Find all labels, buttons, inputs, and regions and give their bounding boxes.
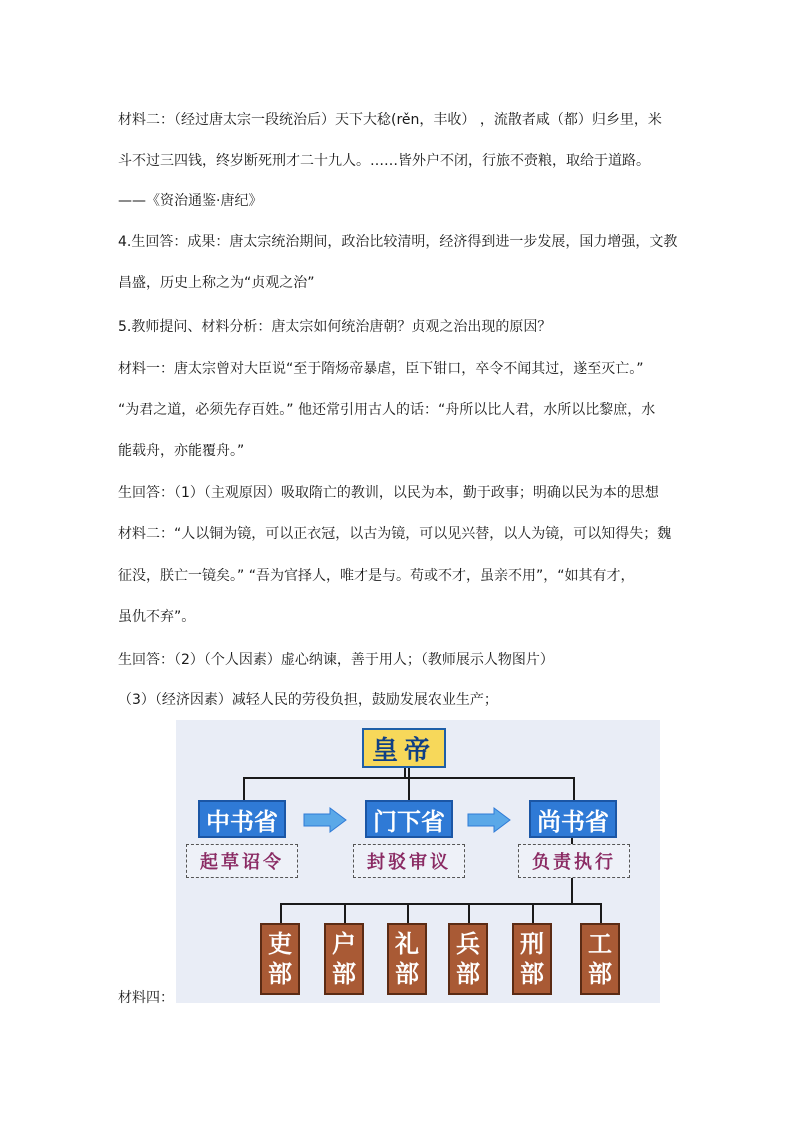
text-line: 材料一：唐太宗曾对大臣说“至于隋炀帝暴虐，臣下钳口，卒令不闻其过，遂至灭亡。” xyxy=(118,361,644,377)
text-line: 虽仇不弃”。 xyxy=(118,609,196,625)
right-arrow-icon xyxy=(466,806,512,834)
question-line: 5.教师提问、材料分析：唐太宗如何统治唐朝？贞观之治出现的原因？ xyxy=(118,319,552,335)
text-line: “为君之道，必须先存百姓。” 他还常引用古人的话：“舟所以比人君，水所以比黎庶，水 xyxy=(118,402,656,418)
ministry-revenue-box: 户 部 xyxy=(324,923,364,995)
ministry-works-box: 工 部 xyxy=(580,923,620,995)
text-line: 4.生回答：成果：唐太宗统治期间，政治比较清明，经济得到进一步发展，国力增强，文教 xyxy=(118,234,678,250)
answer-line: 生回答：（2）（个人因素）虚心纳谏，善于用人；（教师展示人物图片） xyxy=(118,652,554,668)
right-arrow-icon xyxy=(302,806,348,834)
zhongshu-role-label: 起草诏令 xyxy=(186,844,298,878)
text-line: 能载舟，亦能覆舟。” xyxy=(118,443,245,459)
text-line: 昌盛，历史上称之为“贞观之治” xyxy=(118,275,315,291)
text-line: 征没，朕亡一镜矣。” “吾为官择人，唯才是与。苟或不才，虽亲不用”，“如其有才， xyxy=(118,568,635,584)
source-line: ——《资治通鉴·唐纪》 xyxy=(118,193,263,209)
ministry-personnel-box: 吏 部 xyxy=(260,923,300,995)
shangshu-role-label: 负责执行 xyxy=(518,844,630,878)
text-line: 材料二：“人以铜为镜，可以正衣冠，以古为镜，可以见兴替，以人为镜，可以知得失；魏 xyxy=(118,526,672,542)
material4-label: 材料四： xyxy=(118,990,174,1006)
text-line: 材料二：（经过唐太宗一段统治后）天下大稔(rěn，丰收） ，流散者咸（都）归乡里，米 xyxy=(118,112,662,128)
answer-line: （3）（经济因素）减轻人民的劳役负担，鼓励发展农业生产； xyxy=(118,692,498,708)
menxia-department-box: 门下省 xyxy=(365,800,453,838)
zhongshu-department-box: 中书省 xyxy=(198,800,286,838)
emperor-box: 皇帝 xyxy=(362,728,446,768)
ministry-justice-box: 刑 部 xyxy=(512,923,552,995)
ministry-rites-box: 礼 部 xyxy=(387,923,427,995)
ministry-war-box: 兵 部 xyxy=(448,923,488,995)
shangshu-department-box: 尚书省 xyxy=(529,800,617,838)
menxia-role-label: 封驳审议 xyxy=(353,844,465,878)
answer-line: 生回答：（1）（主观原因）吸取隋亡的教训，以民为本，勤于政事；明确以民为本的思想 xyxy=(118,485,659,501)
text-line: 斗不过三四钱，终岁断死刑才二十九人。……皆外户不闭，行旅不赍粮，取给于道路。 xyxy=(118,153,650,169)
three-departments-six-ministries-diagram xyxy=(176,720,660,1003)
